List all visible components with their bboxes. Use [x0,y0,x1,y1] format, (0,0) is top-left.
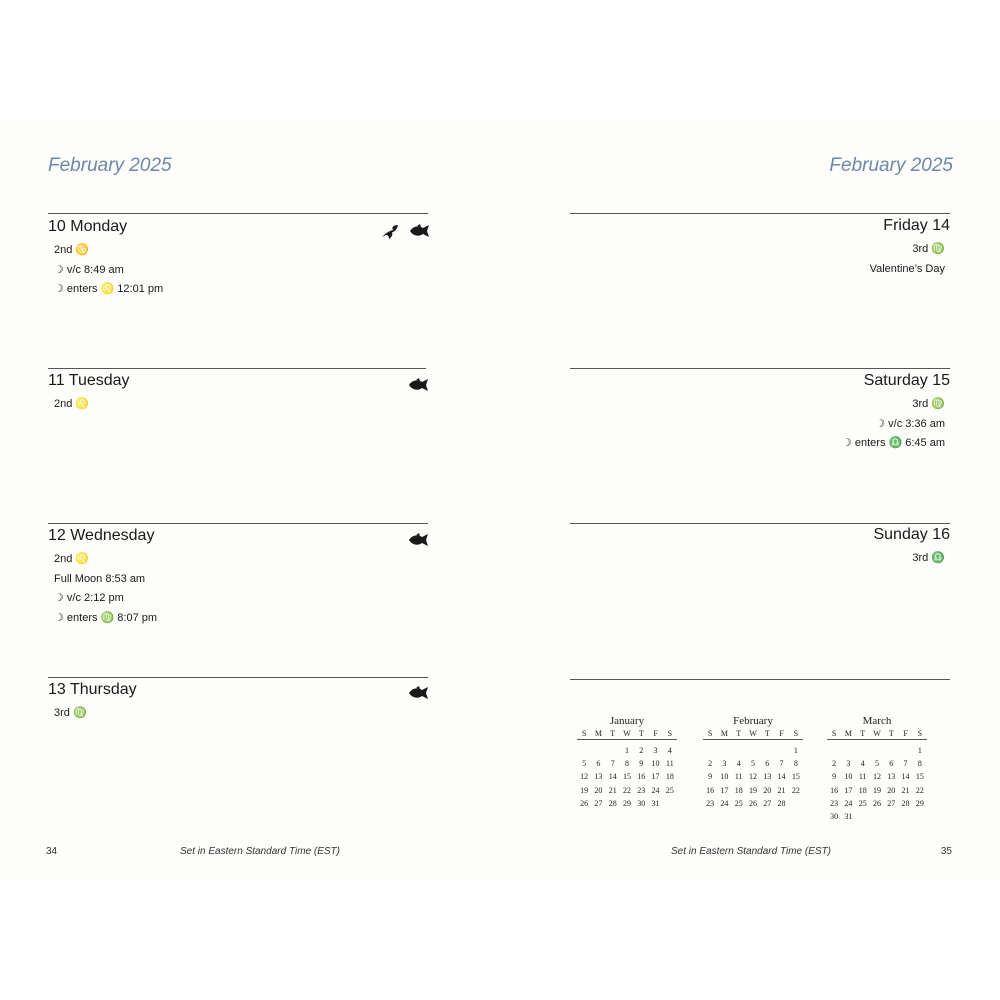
weekday-label: F [774,728,788,740]
calendar-date: 11 [858,772,867,782]
calendar-week-row [577,797,677,810]
leaf-icon [381,224,399,240]
day-sunday-16[interactable] [873,526,950,569]
calendar-date: 11 [734,772,743,782]
day-wednesday-12[interactable] [48,527,157,628]
day-title: 12 Wednesday [48,527,155,544]
weekday-label: F [648,728,662,740]
moon-phase-note: 2nd ♌ [54,398,90,410]
moon-enters-note: ☽ enters ♌ 12:01 pm [54,283,164,295]
fish-icon [409,224,431,240]
calendar-date: 18 [665,772,674,782]
weekday-label: T [760,728,774,740]
calendar-date: 9 [708,772,713,782]
calendar-date [789,797,803,810]
day-title: 10 Monday [48,218,128,235]
calendar-date: 14 [901,772,910,782]
calendar-date: 31 [844,812,853,822]
calendar-date: 25 [734,798,743,808]
moon-phase-note: 3rd ♍ [54,707,87,719]
day-title: Sunday 16 [873,526,950,543]
calendar-date [884,744,898,757]
calendar-date: 9 [832,772,837,782]
calendar-date: 23 [706,798,715,808]
calendar-date: 10 [720,772,729,782]
calendar-date: 29 [622,798,631,808]
moon-phase-note: 2nd ♌ [54,553,90,565]
calendar-date: 26 [748,798,757,808]
calendar-week-row [703,797,803,810]
calendar-week-row [703,784,803,797]
mini-calendar-grid [703,728,803,810]
calendar-date: 22 [791,785,800,795]
divider [570,368,950,369]
calendar-date [606,744,620,757]
calendar-date [703,744,717,757]
moon-phase-note: 3rd ♎ [912,552,945,564]
calendar-date: 9 [639,759,644,769]
calendar-date: 14 [608,772,617,782]
weekday-label: W [746,728,760,740]
calendar-date: 26 [580,798,589,808]
day-thursday-13[interactable] [48,681,137,724]
weekday-label: M [717,728,731,740]
calendar-date: 16 [830,785,839,795]
calendar-date [732,744,746,757]
day-icons [408,533,430,547]
calendar-date [663,797,677,810]
calendar-date [856,744,870,757]
calendar-week-row [577,757,677,770]
right-page-header: February 2025 [829,155,953,176]
calendar-date [870,810,884,823]
calendar-date: 11 [665,759,674,769]
fish-icon [408,533,430,547]
calendar-date: 24 [720,798,729,808]
calendar-date: 8 [917,759,922,769]
calendar-date: 31 [651,798,660,808]
calendar-date: 20 [887,785,896,795]
calendar-date [898,744,912,757]
calendar-date [913,810,927,823]
calendar-date [827,744,841,757]
calendar-date: 16 [706,785,715,795]
calendar-date: 10 [844,772,853,782]
weekday-label: S [789,728,803,740]
calendar-date: 6 [765,759,770,769]
moon-void-note: ☽ v/c 2:12 pm [54,592,124,604]
moon-void-note: ☽ v/c 8:49 am [54,263,124,276]
day-title: Friday 14 [883,217,950,234]
weekday-label: F [898,728,912,740]
calendar-date: 5 [874,759,879,769]
moon-void-note: ☽ v/c 3:36 am [875,417,945,430]
day-saturday-15[interactable] [842,372,950,454]
calendar-date: 12 [872,772,881,782]
calendar-date: 5 [750,759,755,769]
calendar-date: 24 [844,798,853,808]
divider [48,523,428,524]
day-tuesday-11[interactable] [48,372,130,415]
right-page-number: 35 [940,846,952,857]
calendar-date: 4 [736,759,741,769]
calendar-date: 6 [889,759,894,769]
calendar-date: 28 [608,798,617,808]
calendar-date: 14 [777,772,786,782]
calendar-date: 8 [793,759,798,769]
calendar-date: 20 [594,785,603,795]
weekday-label: T [606,728,620,740]
mini-calendar-grid [827,728,927,823]
day-icons [408,686,430,700]
calendar-date: 3 [722,759,727,769]
calendar-date: 12 [580,772,589,782]
calendar-date: 4 [860,759,865,769]
calendar-date: 15 [915,772,924,782]
holiday-note: Valentine’s Day [869,262,945,275]
calendar-date: 4 [667,746,672,756]
calendar-date [898,810,912,823]
mini-calendar-january [577,715,677,810]
calendar-week-row [827,810,927,823]
divider [570,679,950,680]
calendar-date: 21 [608,785,617,795]
calendar-week-row [577,784,677,797]
weekday-label: W [620,728,634,740]
calendar-date: 25 [858,798,867,808]
calendar-date [870,744,884,757]
calendar-date: 27 [887,798,896,808]
calendar-date: 19 [748,785,757,795]
left-page-number: 34 [46,846,58,857]
calendar-date: 7 [903,759,908,769]
weekday-label: W [870,728,884,740]
calendar-date: 27 [763,798,772,808]
weekday-label: T [884,728,898,740]
calendar-date: 28 [777,798,786,808]
calendar-date [591,744,605,757]
calendar-week-row [827,744,927,757]
calendar-date: 18 [734,785,743,795]
fish-icon [408,686,430,700]
calendar-date: 20 [763,785,772,795]
calendar-date [856,810,870,823]
calendar-date [841,744,855,757]
calendar-date: 19 [580,785,589,795]
calendar-date: 6 [596,759,601,769]
mini-calendar-march [827,715,927,823]
calendar-date: 2 [832,759,837,769]
day-icons [408,378,430,392]
moon-phase-note: 3rd ♍ [912,243,945,255]
calendar-date: 23 [830,798,839,808]
weekday-label: T [856,728,870,740]
calendar-date: 13 [887,772,896,782]
weekday-label: S [913,728,927,740]
weekday-label: S [703,728,717,740]
full-moon-note: Full Moon 8:53 am [54,572,146,585]
calendar-date: 13 [594,772,603,782]
calendar-date: 1 [624,746,629,756]
day-friday-14[interactable] [870,217,950,279]
calendar-date: 2 [708,759,713,769]
calendar-date: 1 [917,746,922,756]
calendar-week-row [703,770,803,783]
mini-calendar-month: February [733,715,773,727]
calendar-week-row [827,784,927,797]
calendar-date: 15 [791,772,800,782]
calendar-date: 30 [830,812,839,822]
divider [570,523,950,524]
mini-calendar-february [703,715,803,810]
fish-icon [408,378,430,392]
calendar-date: 17 [720,785,729,795]
calendar-week-row [827,770,927,783]
moon-enters-note: ☽ enters ♍ 8:07 pm [54,611,158,624]
calendar-date: 8 [624,759,629,769]
calendar-date [760,744,774,757]
calendar-date: 18 [858,785,867,795]
divider [48,368,426,369]
mini-calendar-grid [577,728,677,810]
calendar-date: 10 [651,759,660,769]
calendar-date [746,744,760,757]
calendar-date: 3 [846,759,851,769]
weekday-label: M [841,728,855,740]
calendar-date: 22 [915,785,924,795]
day-monday-10[interactable] [48,218,163,300]
divider [48,213,428,214]
weekday-label: S [577,728,591,740]
calendar-date: 19 [872,785,881,795]
calendar-date: 30 [637,798,646,808]
calendar-date: 21 [901,785,910,795]
calendar-date: 28 [901,798,910,808]
calendar-date: 13 [763,772,772,782]
day-title: 13 Thursday [48,681,137,698]
calendar-date: 25 [665,785,674,795]
moon-enters-note: ☽ enters ♎ 6:45 am [841,437,945,449]
calendar-date: 5 [582,759,587,769]
calendar-date: 17 [651,772,660,782]
calendar-week-row [703,744,803,757]
calendar-date: 12 [748,772,757,782]
calendar-date: 29 [915,798,924,808]
calendar-date: 23 [637,785,646,795]
weekday-label: T [732,728,746,740]
left-timezone-note: Set in Eastern Standard Time (EST) [180,846,340,857]
mini-calendar-month: January [609,715,645,727]
calendar-date: 1 [793,746,798,756]
calendar-date: 24 [651,785,660,795]
calendar-date [577,744,591,757]
calendar-date: 26 [872,798,881,808]
calendar-week-row [577,770,677,783]
divider [48,677,428,678]
calendar-date: 21 [777,785,786,795]
calendar-date: 7 [610,759,615,769]
calendar-date: 15 [622,772,631,782]
calendar-date [717,744,731,757]
calendar-date: 22 [622,785,631,795]
calendar-date: 7 [779,759,784,769]
weekday-label: T [634,728,648,740]
calendar-date: 3 [653,746,658,756]
moon-phase-note: 3rd ♍ [912,398,945,410]
day-title: 11 Tuesday [48,372,130,389]
right-timezone-note: Set in Eastern Standard Time (EST) [671,846,831,857]
day-icons [381,224,431,240]
day-title: Saturday 15 [863,372,950,389]
mini-calendar-month: March [862,715,892,727]
left-page-header: February 2025 [48,155,172,176]
calendar-date: 16 [637,772,646,782]
calendar-date: 17 [844,785,853,795]
calendar-date: 2 [639,746,644,756]
divider [570,213,950,214]
weekday-label: S [663,728,677,740]
weekday-label: S [827,728,841,740]
calendar-week-row [827,757,927,770]
moon-phase-note: 2nd ♋ [54,244,90,256]
weekday-label: M [591,728,605,740]
calendar-week-row [703,757,803,770]
calendar-date [774,744,788,757]
calendar-date: 27 [594,798,603,808]
calendar-week-row [577,744,677,757]
calendar-date [884,810,898,823]
calendar-week-row [827,797,927,810]
